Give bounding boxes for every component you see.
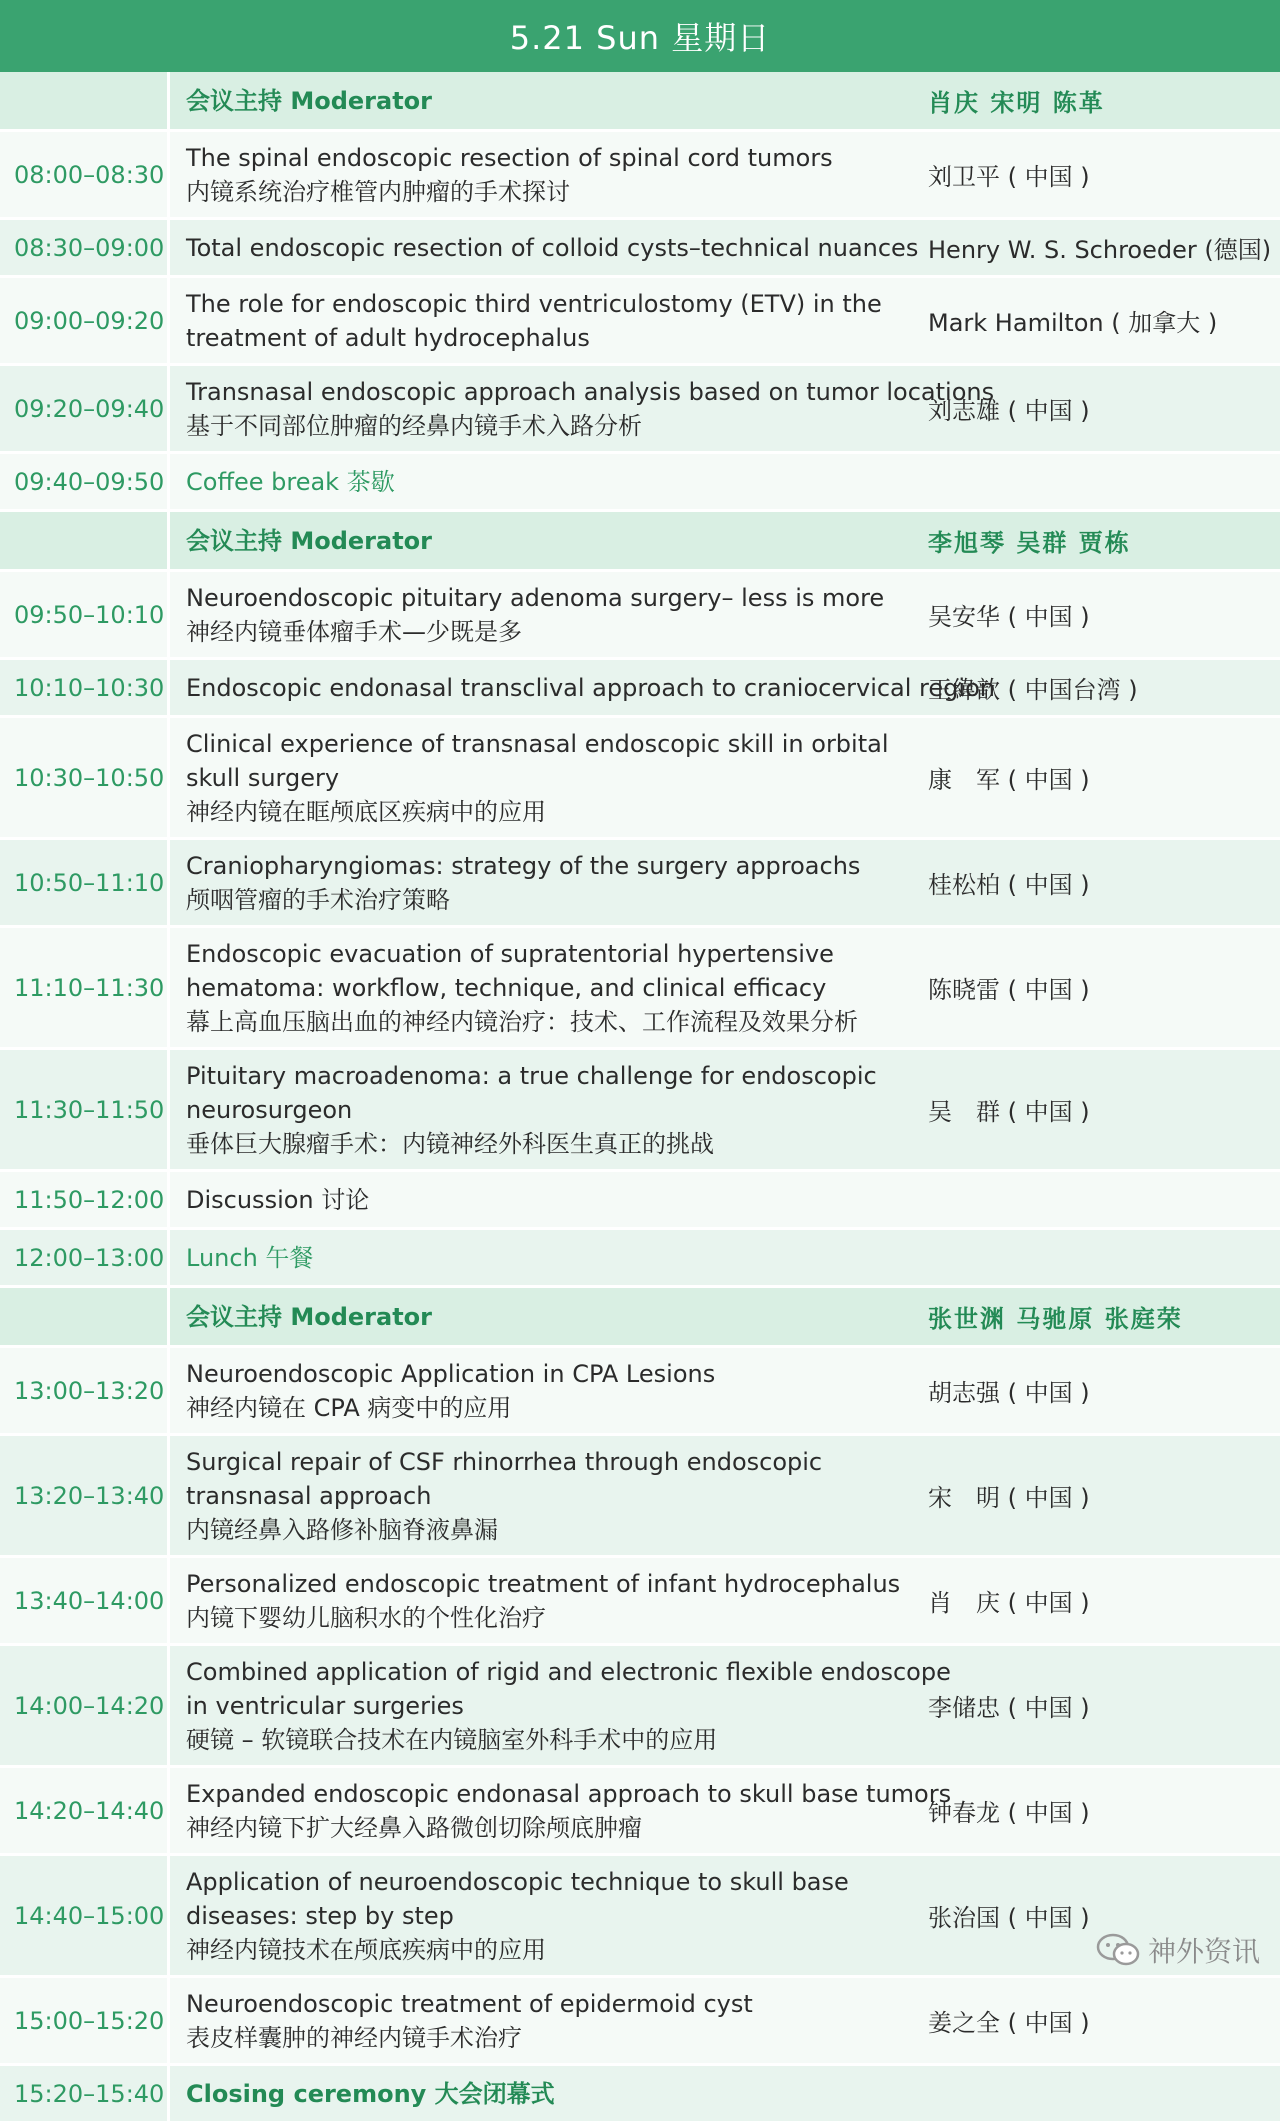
moderator-names: 肖庆 宋明 陈革 <box>928 89 1105 117</box>
session-topic <box>170 1183 912 1217</box>
session-row <box>0 840 1280 928</box>
session-topic <box>170 1987 912 2055</box>
moderator-cell <box>170 524 912 558</box>
topic-line: 硬镜 – 软镜联合技术在内镜脑室外科手术中的应用 <box>186 1725 718 1754</box>
session-speaker: 王緯歆 ( 中国台湾 ) <box>928 676 1138 704</box>
session-topic <box>170 1445 912 1547</box>
time-cell-empty <box>0 512 170 569</box>
session-row <box>0 1768 1280 1856</box>
session-topic <box>170 141 912 209</box>
session-time: 13:20–13:40 <box>0 1436 170 1555</box>
session-time: 11:10–11:30 <box>0 928 170 1047</box>
moderator-label: 会议主持 Moderator <box>186 86 433 115</box>
schedule-table <box>0 72 1280 2124</box>
topic-line: Closing ceremony 大会闭幕式 <box>186 2079 555 2108</box>
moderator-row <box>0 72 1280 132</box>
session-topic <box>170 375 995 443</box>
session-time: 09:00–09:20 <box>0 278 170 363</box>
session-time: 14:20–14:40 <box>0 1768 170 1853</box>
topic-line: 神经内镜技术在颅底疾病中的应用 <box>186 1935 546 1964</box>
topic-line: The spinal endoscopic resection of spinal cord tumors <box>186 143 833 172</box>
session-speaker: 吴安华 ( 中国 ) <box>928 603 1090 631</box>
session-row <box>0 1978 1280 2066</box>
session-time: 14:40–15:00 <box>0 1856 170 1975</box>
topic-line: 颅咽管瘤的手术治疗策略 <box>186 885 450 914</box>
session-topic <box>170 727 912 829</box>
session-time: 08:00–08:30 <box>0 132 170 217</box>
moderator-cell <box>170 84 912 118</box>
session-topic <box>170 937 912 1039</box>
moderator-names-cell <box>912 523 1280 558</box>
topic-line: The role for endoscopic third ventriculostomy (ETV) in the <box>186 289 882 318</box>
topic-line: 神经内镜下扩大经鼻入路微创切除颅底肿瘤 <box>186 1813 642 1842</box>
session-row <box>0 220 1280 278</box>
topic-line: treatment of adult hydrocephalus <box>186 323 590 352</box>
topic-line: Neuroendoscopic Application in CPA Lesions <box>186 1359 716 1388</box>
moderator-cell <box>170 1300 912 1334</box>
session-time: 13:00–13:20 <box>0 1348 170 1433</box>
topic-line: 神经内镜在眶颅底区疾病中的应用 <box>186 797 546 826</box>
session-speaker: 刘志雄 ( 中国 ) <box>928 397 1090 425</box>
topic-line: diseases: step by step <box>186 1901 454 1930</box>
session-topic <box>170 1655 951 1757</box>
session-topic <box>170 1059 912 1161</box>
moderator-names-cell <box>912 1299 1280 1334</box>
watermark-text: 神外资讯 <box>1147 1935 1260 1968</box>
session-topic <box>170 1567 912 1635</box>
topic-line: Lunch 午餐 <box>186 1243 314 1272</box>
session-speaker: Henry W. S. Schroeder (德国) <box>928 236 1272 264</box>
topic-line: 垂体巨大腺瘤手术：内镜神经外科医生真正的挑战 <box>186 1129 714 1158</box>
topic-line: Combined application of rigid and electronic flexible endoscope <box>186 1657 951 1686</box>
session-row <box>0 1348 1280 1436</box>
topic-line: 内镜系统治疗椎管内肿瘤的手术探讨 <box>186 177 570 206</box>
session-time: 11:50–12:00 <box>0 1172 170 1227</box>
session-time: 14:00–14:20 <box>0 1646 170 1765</box>
topic-line: in ventricular surgeries <box>186 1691 464 1720</box>
topic-line: 基于不同部位肿瘤的经鼻内镜手术入路分析 <box>186 411 642 440</box>
session-time: 10:50–11:10 <box>0 840 170 925</box>
session-topic <box>170 231 919 265</box>
topic-line: hematoma: workflow, technique, and clinical efficacy <box>186 973 827 1002</box>
topic-line: Application of neuroendoscopic technique to skull base <box>186 1867 849 1896</box>
session-topic <box>170 287 912 355</box>
topic-line: Expanded endoscopic endonasal approach to skull base tumors <box>186 1779 952 1808</box>
session-speaker: 宋 明 ( 中国 ) <box>928 1484 1090 1512</box>
topic-line: Endoscopic evacuation of supratentorial hypertensive <box>186 939 834 968</box>
session-row <box>0 278 1280 366</box>
session-speaker: 李储忠 ( 中国 ) <box>928 1694 1090 1722</box>
session-topic <box>170 2077 912 2111</box>
topic-line: 内镜下婴幼儿脑积水的个性化治疗 <box>186 1603 546 1632</box>
moderator-label: 会议主持 Moderator <box>186 1302 433 1331</box>
session-time: 08:30–09:00 <box>0 220 170 275</box>
topic-line: Neuroendoscopic treatment of epidermoid cyst <box>186 1989 753 2018</box>
time-cell-empty <box>0 72 170 129</box>
topic-line: 幕上高血压脑出血的神经内镜治疗：技术、工作流程及效果分析 <box>186 1007 858 1036</box>
topic-line: 神经内镜在 CPA 病变中的应用 <box>186 1393 512 1422</box>
session-row <box>0 1856 1280 1978</box>
topic-line: neurosurgeon <box>186 1095 353 1124</box>
session-topic <box>170 849 912 917</box>
session-topic <box>170 1357 912 1425</box>
session-time: 09:50–10:10 <box>0 572 170 657</box>
session-time: 15:20–15:40 <box>0 2066 170 2121</box>
session-row <box>0 132 1280 220</box>
topic-line: 神经内镜垂体瘤手术—少既是多 <box>186 617 522 646</box>
session-topic <box>170 581 912 649</box>
topic-line: Neuroendoscopic pituitary adenoma surgery– less is more <box>186 583 885 612</box>
topic-line: Pituitary macroadenoma: a true challenge for endoscopic <box>186 1061 877 1090</box>
session-row <box>0 1230 1280 1288</box>
watermark <box>1096 1930 1260 1970</box>
day-title: 5.21 Sun 星期日 <box>509 19 771 57</box>
moderator-names: 张世渊 马驰原 张庭荣 <box>928 1305 1183 1333</box>
topic-line: Endoscopic endonasal transclival approach to craniocervical region <box>186 673 995 702</box>
session-row <box>0 366 1280 454</box>
topic-line: Discussion 讨论 <box>186 1185 370 1214</box>
session-row <box>0 454 1280 512</box>
session-time: 11:30–11:50 <box>0 1050 170 1169</box>
session-topic <box>170 1777 952 1845</box>
session-time: 12:00–13:00 <box>0 1230 170 1285</box>
session-row <box>0 928 1280 1050</box>
session-time: 09:40–09:50 <box>0 454 170 509</box>
day-header <box>0 0 1280 72</box>
session-topic <box>170 671 995 705</box>
session-row <box>0 2066 1280 2124</box>
session-row <box>0 1050 1280 1172</box>
topic-line: Craniopharyngiomas: strategy of the surgery approachs <box>186 851 861 880</box>
session-row <box>0 572 1280 660</box>
session-speaker: 桂松柏 ( 中国 ) <box>928 871 1090 899</box>
session-time: 10:10–10:30 <box>0 660 170 715</box>
moderator-label: 会议主持 Moderator <box>186 526 433 555</box>
topic-line: Personalized endoscopic treatment of infant hydrocephalus <box>186 1569 901 1598</box>
moderator-names-cell <box>912 83 1280 118</box>
session-speaker: 姜之全 ( 中国 ) <box>928 2009 1090 2037</box>
session-speaker: 康 军 ( 中国 ) <box>928 766 1090 794</box>
wechat-icon <box>1096 1933 1140 1967</box>
session-speaker: 胡志强 ( 中国 ) <box>928 1379 1090 1407</box>
session-speaker: Mark Hamilton ( 加拿大 ) <box>928 309 1218 337</box>
moderator-row <box>0 512 1280 572</box>
session-row <box>0 1172 1280 1230</box>
moderator-row <box>0 1288 1280 1348</box>
session-time: 13:40–14:00 <box>0 1558 170 1643</box>
session-time: 15:00–15:20 <box>0 1978 170 2063</box>
topic-line: skull surgery <box>186 763 340 792</box>
moderator-names: 李旭琴 吴群 贾栋 <box>928 529 1131 557</box>
session-row <box>0 660 1280 718</box>
session-row <box>0 1646 1280 1768</box>
session-row <box>0 1558 1280 1646</box>
session-topic <box>170 465 912 499</box>
topic-line: Clinical experience of transnasal endoscopic skill in orbital <box>186 729 889 758</box>
session-row <box>0 1436 1280 1558</box>
session-topic <box>170 1865 912 1967</box>
topic-line: Total endoscopic resection of colloid cysts–technical nuances <box>186 233 919 262</box>
session-speaker: 陈晓雷 ( 中国 ) <box>928 976 1090 1004</box>
topic-line: 内镜经鼻入路修补脑脊液鼻漏 <box>186 1515 498 1544</box>
topic-line: 表皮样囊肿的神经内镜手术治疗 <box>186 2023 522 2052</box>
topic-line: Transnasal endoscopic approach analysis based on tumor locations <box>186 377 995 406</box>
topic-line: Surgical repair of CSF rhinorrhea through endoscopic <box>186 1447 823 1476</box>
session-speaker: 张治国 ( 中国 ) <box>928 1904 1090 1932</box>
topic-line: Coffee break 茶歇 <box>186 467 395 496</box>
topic-line: transnasal approach <box>186 1481 432 1510</box>
session-speaker: 刘卫平 ( 中国 ) <box>928 163 1090 191</box>
session-speaker: 钟春龙 ( 中国 ) <box>928 1799 1090 1827</box>
session-speaker: 肖 庆 ( 中国 ) <box>928 1589 1090 1617</box>
session-row <box>0 718 1280 840</box>
session-topic <box>170 1241 912 1275</box>
session-speaker: 吴 群 ( 中国 ) <box>928 1098 1090 1126</box>
session-time: 09:20–09:40 <box>0 366 170 451</box>
time-cell-empty <box>0 1288 170 1345</box>
session-time: 10:30–10:50 <box>0 718 170 837</box>
